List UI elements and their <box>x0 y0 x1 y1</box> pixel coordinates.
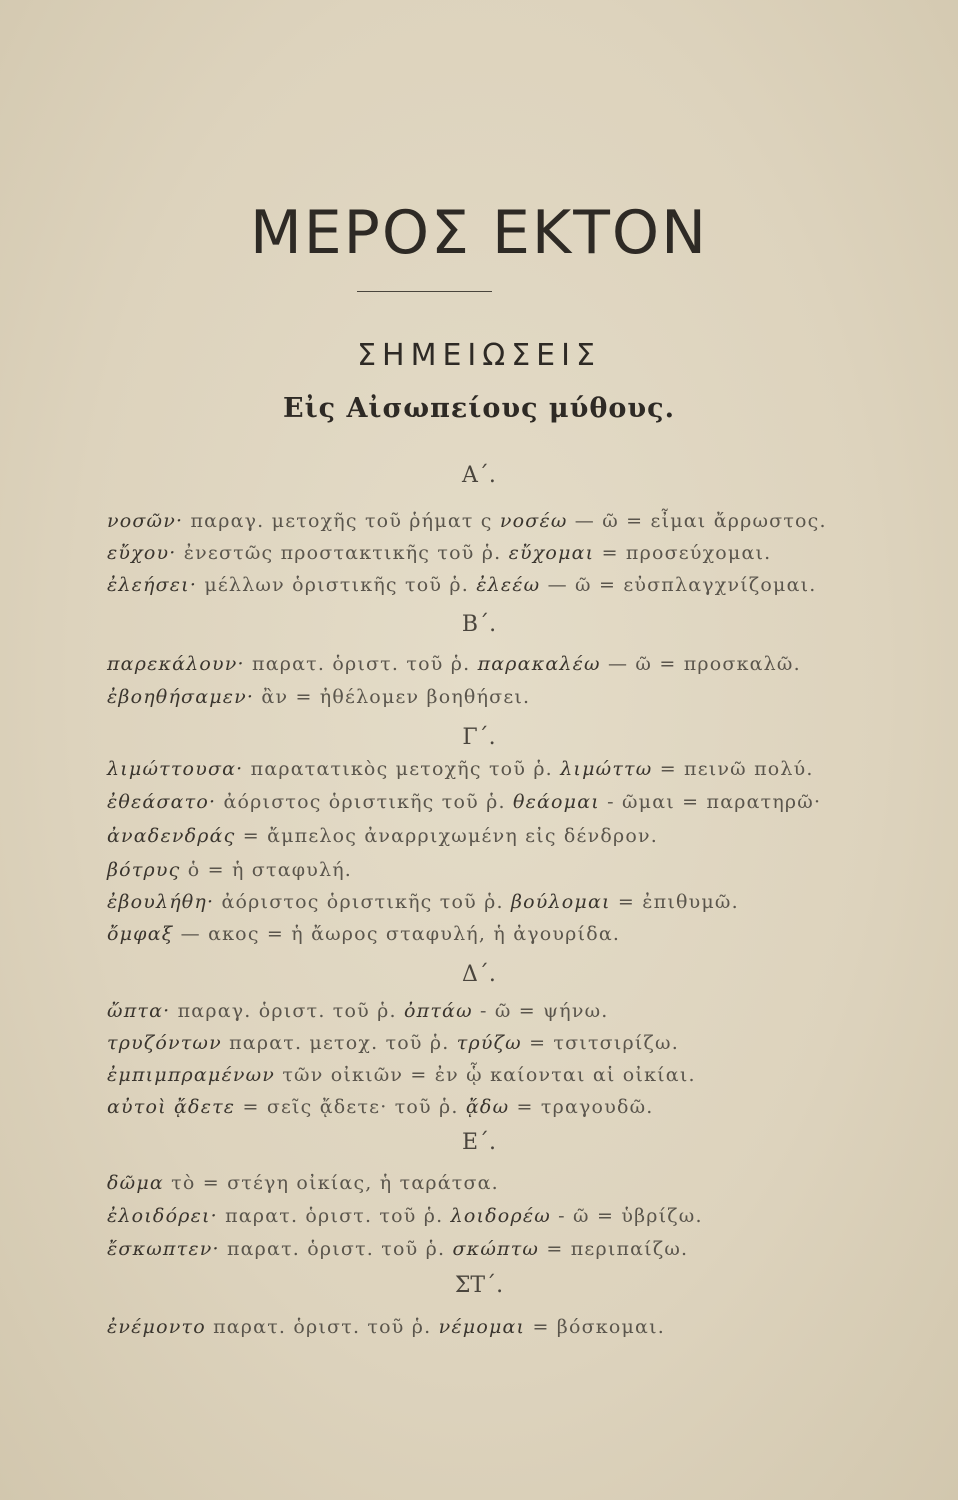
section-heading-d: Δ΄. <box>462 962 496 987</box>
note-line: τρυζόντων παρατ. μετοχ. τοῦ ῥ. τρύζω = τσιτσιρίζω. <box>107 1032 679 1054</box>
note-line: ὄμφαξ — ακος = ἡ ἄωρος σταφυλή, ἡ ἀγουρίδα. <box>107 923 621 945</box>
note-line: ἀναδενδράς = ἄμπελος ἀναρριχωμένη εἰς δένδρον. <box>107 825 658 847</box>
note-line: εὔχου· ἐνεστῶς προστακτικῆς τοῦ ῥ. εὔχομαι = προσεύχομαι. <box>107 542 772 564</box>
note-line: ἐμπιμπραμένων τῶν οἰκιῶν = ἐν ᾧ καίονται αἱ οἰκίαι. <box>107 1064 696 1086</box>
note-line: ἐβοηθήσαμεν· ἂν = ἠθέλομεν βοηθήσει. <box>107 686 531 708</box>
title-divider <box>357 291 492 292</box>
note-line: αὐτοὶ ᾄδετε = σεῖς ᾄδετε· τοῦ ῥ. ᾄδω = τραγουδῶ. <box>107 1096 654 1118</box>
section-heading-b: Β΄. <box>461 612 497 637</box>
note-line: ἐλεήσει· μέλλων ὁριστικῆς τοῦ ῥ. ἐλεέω — ῶ = εὐσπλαγχνίζομαι. <box>107 574 817 596</box>
section-subtitle: ΣΗΜΕΙΩΣΕΙΣ <box>357 338 601 373</box>
section-subtitle-2: Εἰς Αἰσωπείους μύθους. <box>282 393 676 424</box>
page-title: ΜΕΡΟΣ ΕΚΤΟΝ <box>249 198 709 268</box>
note-line: παρεκάλουν· παρατ. ὁριστ. τοῦ ῥ. παρακαλέω — ῶ = προσκαλῶ. <box>107 653 801 675</box>
section-heading-a: Α΄. <box>462 463 496 488</box>
note-line: βότρυς ὁ = ἡ σταφυλή. <box>107 859 353 881</box>
section-heading-st: ΣΤ΄. <box>454 1273 504 1298</box>
note-line: ἐνέμοντο παρατ. ὁριστ. τοῦ ῥ. νέμομαι = βόσκομαι. <box>107 1316 665 1338</box>
note-line: ἐθεάσατο· ἀόριστος ὁριστικῆς τοῦ ῥ. θεάομαι - ῶμαι = παρατηρῶ· <box>107 791 822 813</box>
note-line: νοσῶν· παραγ. μετοχῆς τοῦ ῥήματ ς νοσέω — ῶ = εἶμαι ἄρρωστος. <box>107 510 827 532</box>
note-line: ἐβουλήθη· ἀόριστος ὁριστικῆς τοῦ ῥ. βούλομαι = ἐπιθυμῶ. <box>107 891 739 913</box>
note-line: ἔσκωπτεν· παρατ. ὁριστ. τοῦ ῥ. σκώπτω = περιπαίζω. <box>107 1238 689 1260</box>
note-line: λιμώττουσα· παρατατικὸς μετοχῆς τοῦ ῥ. λιμώττω = πεινῶ πολύ. <box>107 758 814 780</box>
note-line: ἐλοιδόρει· παρατ. ὁριστ. τοῦ ῥ. λοιδορέω - ῶ = ὑβρίζω. <box>107 1205 703 1227</box>
section-heading-g: Γ΄. <box>462 725 496 750</box>
note-line: ὤπτα· παραγ. ὁριστ. τοῦ ῥ. ὀπτάω - ῶ = ψήνω. <box>107 1000 609 1022</box>
note-line: δῶμα τὸ = στέγη οἰκίας, ἡ ταράτσα. <box>107 1172 499 1194</box>
section-heading-e: Ε΄. <box>461 1130 497 1155</box>
